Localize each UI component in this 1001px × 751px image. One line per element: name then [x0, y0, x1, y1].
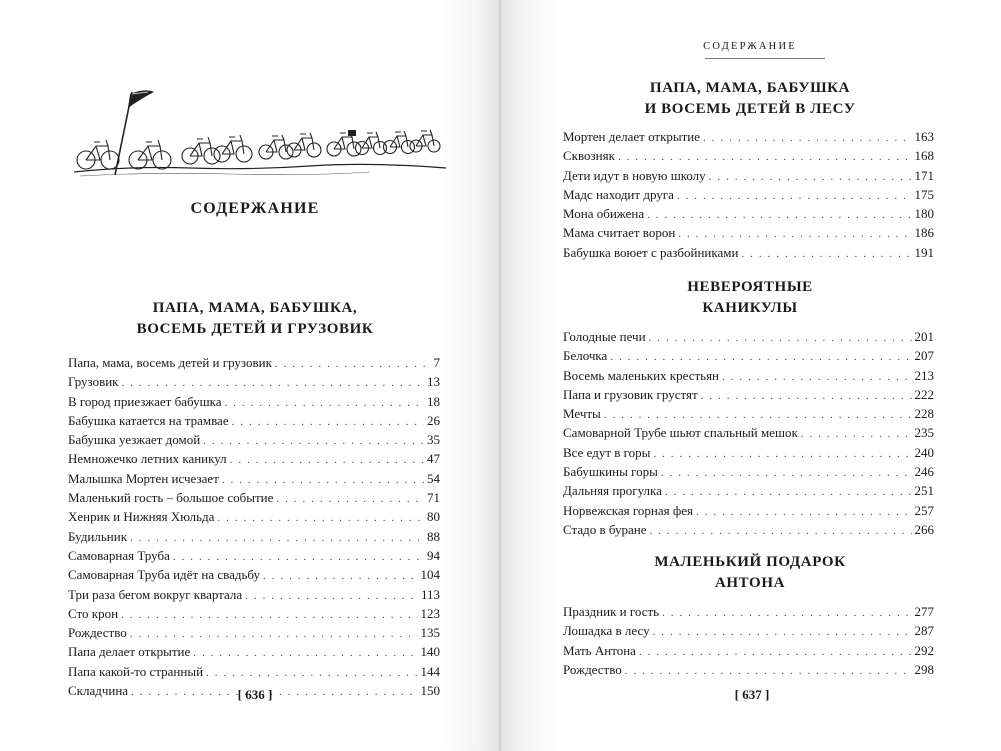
toc-entry-title: Папа, мама, восемь детей и грузовик [68, 355, 272, 370]
toc-entry [68, 527, 440, 546]
toc-entry [563, 127, 934, 146]
toc-leader-dots [649, 522, 911, 541]
toc-entry-title: Будильник [68, 528, 128, 544]
toc-entry-page: 228 [914, 406, 934, 422]
toc-entry-page: 144 [420, 663, 440, 679]
toc-entry-page: 292 [914, 642, 934, 658]
toc-entry [563, 641, 934, 660]
toc-entry-title: Все едут в горы [563, 444, 651, 460]
toc-entry [68, 565, 440, 584]
toc-entry-title: Рождество [68, 625, 127, 641]
page-heading: СОДЕРЖАНИЕ [190, 200, 320, 217]
toc-entry [563, 346, 934, 365]
toc-entry [68, 392, 440, 411]
toc-entry-page: 246 [914, 464, 934, 480]
toc-entry-page: 150 [420, 683, 440, 699]
section-title-line: МАЛЕНЬКИЙ ПОДАРОК [654, 554, 846, 570]
toc-entry-title: Хенрик и Нижняя Хюльда [68, 509, 215, 525]
toc-entry-page: 175 [914, 186, 934, 202]
toc-entry-page: 13 [427, 374, 440, 390]
toc-entry [68, 604, 440, 623]
toc-entry-title: Самоварная Труба идёт на свадьбу [68, 567, 261, 583]
section-title-line: ПАПА, МАМА, БАБУШКА, [152, 300, 358, 316]
toc-entry-title: Восемь маленьких крестьян [563, 367, 720, 383]
toc-leader-dots [639, 643, 912, 662]
toc-leader-dots [193, 644, 417, 663]
toc-entry-title: Мортен делает открытие [563, 129, 701, 144]
toc-entry [563, 223, 934, 242]
toc-entry [563, 501, 934, 520]
toc-leader-dots [206, 664, 417, 683]
toc-entry [68, 430, 440, 449]
toc-leader-dots [722, 368, 911, 387]
toc-entry-page: 257 [914, 502, 934, 518]
toc-entry-page: 207 [914, 348, 934, 364]
toc-leader-dots [665, 483, 912, 502]
bicycles-illustration-icon [70, 80, 448, 190]
toc-list [68, 353, 440, 700]
toc-leader-dots [230, 451, 424, 470]
toc-entry-title: Маленький гость – большое событие [68, 490, 274, 506]
toc-entry [563, 327, 934, 346]
toc-entry-title: Три раза бегом вокруг квартала [68, 586, 243, 602]
toc-entry-title: Немножечко летних каникул [68, 451, 227, 467]
toc-entry-title: Грузовик [68, 374, 119, 390]
toc-entry-page: 277 [914, 604, 934, 619]
section-title-line: АНТОНА [714, 575, 786, 591]
toc-leader-dots [801, 425, 912, 444]
section-title-line: ПАПА, МАМА, БАБУШКА [649, 80, 851, 96]
toc-entry [68, 372, 440, 391]
toc-entry-title: Папа делает открытие [68, 644, 191, 660]
toc-entry-page: 88 [427, 528, 440, 544]
toc-entry-title: Мона обижена [563, 206, 645, 222]
toc-entry [68, 411, 440, 430]
toc-entry [563, 243, 934, 262]
toc-entry [563, 602, 934, 621]
section-title [560, 78, 940, 120]
toc-entry-page: 26 [427, 412, 440, 428]
toc-entry [68, 507, 440, 526]
toc-entry-page: 287 [914, 623, 934, 639]
toc-entry-title: Дальняя прогулка [563, 483, 662, 499]
toc-entry-title: Белочка [563, 348, 608, 364]
page-number: [ 636 ] [237, 687, 273, 702]
toc-leader-dots [703, 129, 911, 148]
running-head: СОДЕРЖАНИЕ [703, 41, 797, 52]
toc-entry-page: 7 [433, 355, 440, 370]
toc-entry-page: 180 [914, 206, 934, 222]
toc-list [563, 602, 934, 679]
toc-entry-page: 186 [914, 225, 934, 241]
section-title-line: КАНИКУЛЫ [702, 300, 798, 316]
toc-entry-title: Бабушка катается на трамвае [68, 412, 229, 428]
toc-leader-dots [245, 587, 418, 606]
toc-entry-page: 80 [427, 509, 440, 525]
toc-leader-dots [653, 623, 912, 642]
toc-entry-page: 266 [914, 521, 934, 537]
toc-leader-dots [696, 503, 912, 522]
toc-entry-title: Сто крон [68, 605, 119, 621]
toc-entry [563, 166, 934, 185]
toc-leader-dots [677, 187, 912, 206]
toc-leader-dots [661, 464, 912, 483]
toc-entry-page: 213 [914, 367, 934, 383]
toc-entry-page: 168 [914, 148, 934, 164]
page-number: [ 637 ] [734, 687, 770, 702]
toc-leader-dots [653, 445, 911, 464]
toc-list [563, 327, 934, 539]
toc-entry-title: Лошадка в лесу [563, 623, 650, 639]
toc-entry [68, 585, 440, 604]
toc-entry-title: Рождество [563, 661, 622, 677]
section-title [560, 277, 940, 319]
toc-leader-dots [625, 662, 912, 681]
section-title-line: И ВОСЕМЬ ДЕТЕЙ В ЛЕСУ [644, 101, 856, 117]
toc-leader-dots [232, 413, 424, 432]
toc-entry-title: Стадо в буране [563, 521, 647, 537]
section-title-line: ВОСЕМЬ ДЕТЕЙ И ГРУЗОВИК [136, 321, 374, 337]
toc-entry-page: 71 [427, 490, 440, 506]
toc-list [563, 127, 934, 262]
toc-entry-title: Праздник и гость [563, 604, 660, 619]
toc-entry-page: 47 [427, 451, 440, 467]
toc-entry-title: Голодные печи [563, 329, 646, 344]
toc-entry [563, 366, 934, 385]
toc-leader-dots [225, 394, 424, 413]
toc-entry [563, 660, 934, 679]
toc-entry-title: Норвежская горная фея [563, 502, 693, 518]
toc-entry-page: 251 [914, 483, 934, 499]
toc-entry [68, 353, 440, 372]
toc-entry [68, 623, 440, 642]
toc-entry [68, 642, 440, 661]
toc-entry-page: 54 [427, 470, 440, 486]
book-gutter [499, 0, 501, 751]
toc-entry [563, 204, 934, 223]
toc-entry-title: Папа и грузовик грустят [563, 386, 698, 402]
toc-entry [68, 449, 440, 468]
toc-leader-dots [217, 509, 424, 528]
toc-entry [563, 520, 934, 539]
toc-entry-title: Дети идут в новую школу [563, 167, 706, 183]
toc-entry-page: 104 [420, 567, 440, 583]
toc-entry-title: Папа какой-то странный [68, 663, 204, 679]
toc-entry [563, 146, 934, 165]
toc-entry-title: Малышка Мортен исчезает [68, 470, 219, 486]
toc-entry-title: Мадс находит друга [563, 186, 674, 202]
toc-entry-title: Бабушка уезжает домой [68, 432, 201, 448]
toc-entry-page: 163 [914, 129, 934, 144]
toc-entry-page: 140 [420, 644, 440, 660]
toc-entry-page: 222 [914, 386, 934, 402]
toc-leader-dots [741, 245, 911, 264]
toc-entry-page: 94 [427, 547, 440, 563]
toc-entry-title: Самоварная Труба [68, 547, 170, 563]
toc-entry [68, 662, 440, 681]
toc-leader-dots [275, 355, 431, 374]
toc-entry [563, 385, 934, 404]
toc-entry [68, 546, 440, 565]
toc-entry [68, 488, 440, 507]
toc-entry-page: 135 [420, 625, 440, 641]
toc-entry-page: 235 [914, 425, 934, 441]
toc-entry-page: 191 [914, 244, 934, 260]
toc-entry [563, 404, 934, 423]
toc-entry-title: Бабушка воюет с разбойниками [563, 244, 739, 260]
toc-entry-title: Бабушкины горы [563, 464, 658, 480]
toc-leader-dots [647, 206, 911, 225]
toc-entry-page: 201 [914, 329, 934, 344]
section-title [60, 298, 450, 340]
toc-entry-title: Мать Антона [563, 642, 636, 658]
toc-leader-dots [662, 604, 911, 623]
toc-entry [68, 469, 440, 488]
running-head-rule [705, 58, 825, 59]
toc-leader-dots [263, 567, 417, 586]
toc-entry-title: Самоварной Трубе шьют спальный мешок [563, 425, 798, 441]
toc-entry [563, 443, 934, 462]
toc-entry [563, 481, 934, 500]
toc-entry [563, 185, 934, 204]
toc-entry [563, 423, 934, 442]
toc-entry-page: 240 [914, 444, 934, 460]
toc-entry-title: Мечты [563, 406, 601, 422]
section-title-line: НЕВЕРОЯТНЫЕ [687, 279, 813, 295]
toc-leader-dots [709, 168, 912, 187]
toc-leader-dots [130, 529, 424, 548]
toc-leader-dots [276, 490, 424, 509]
toc-entry-page: 18 [427, 393, 440, 409]
toc-entry-page: 123 [420, 605, 440, 621]
section-title [560, 552, 940, 594]
toc-entry-title: Сквозняк [563, 148, 615, 164]
toc-entry-title: В город приезжает бабушка [68, 393, 222, 409]
toc-entry-page: 113 [420, 586, 440, 602]
toc-leader-dots [701, 387, 912, 406]
toc-entry [563, 462, 934, 481]
toc-leader-dots [649, 329, 912, 348]
toc-entry-title: Мама считает ворон [563, 225, 676, 241]
toc-entry-page: 298 [914, 661, 934, 677]
left-page [0, 0, 500, 751]
toc-entry-page: 35 [427, 432, 440, 448]
toc-entry-title: Складчина [68, 683, 129, 699]
toc-entry-page: 171 [914, 167, 934, 183]
toc-entry [563, 621, 934, 640]
toc-leader-dots [121, 606, 417, 625]
toc-leader-dots [203, 432, 424, 451]
